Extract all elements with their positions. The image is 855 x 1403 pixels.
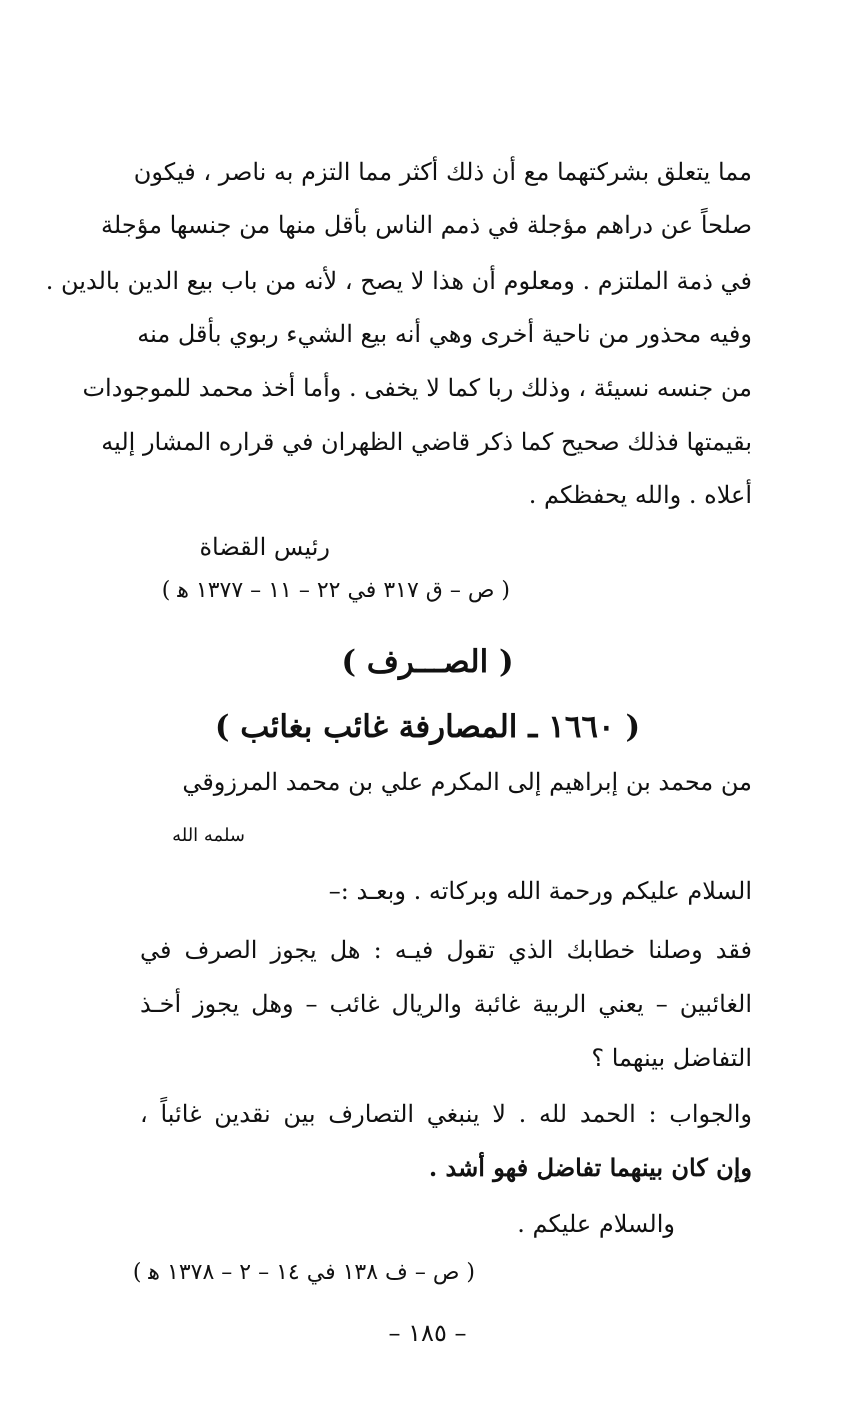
page-number: – ١٨٥ – [388,1319,467,1347]
body-closing-line: أعلاه . والله يحفظكم . [528,481,752,509]
body-line-3: في ذمة الملتزم . ومعلوم أن هذا لا يصح ، لأنه من باب بيع الدين بالدين . [45,267,752,295]
greeting-line: السلام عليكم ورحمة الله وبركاته . وبعـد :– [328,877,752,905]
signature-title: رئيس القضاة [199,533,330,561]
body-line-5: من جنسه نسيئة ، وذلك ربا كما لا يخفى . وأما أخذ محمد للموجودات [82,374,752,402]
question-end-line: التفاضل بينهما ؟ [591,1044,752,1072]
question-line-2: الغائبين – يعني الربية غائبة والريال غائب – وهل يجوز أخـذ [140,990,753,1018]
salutation-note: سلمه الله [172,825,245,846]
answer-line: والجواب : الحمد لله . لا ينبغي التصارف بين نقدين غائباً ، [140,1100,752,1128]
body-line-2: صلحاً عن دراهم مؤجلة في ذمم الناس بأقل منها من جنسها مؤجلة [101,211,752,239]
body-line-1: مما يتعلق بشركتهما مع أن ذلك أكثر مما التزم به ناصر ، فيكون [133,158,752,186]
body-line-4: وفيه محذور من ناحية أخرى وهي أنه بيع الشيء ربوي بأقل منه [137,320,752,348]
fatwa-title: ( ١٦٦٠ ـ المصارفة غائب بغائب ) [214,709,641,745]
question-line-1: فقد وصلنا خطابك الذي تقول فيـه : هل يجوز الصرف في [140,936,753,964]
body-line-6: بقيمتها فذلك صحيح كما ذكر قاضي الظهران في قراره المشار إليه [101,428,752,456]
answer-end-line: وإن كان بينهما تفاضل فهو أشد . [428,1153,752,1182]
farewell-line: والسلام عليكم . [517,1210,675,1238]
fatwa-from-line: من محمد بن إبراهيم إلى المكرم علي بن محمد المرزوقي [182,768,752,796]
fatwa-reference: ( ص – ف ١٣٨ في ١٤ – ٢ – ١٣٧٨ ﻫ ) [132,1260,475,1285]
letter-reference: ( ص – ق ٣١٧ في ٢٢ – ١١ – ١٣٧٧ ﻫ ) [161,578,510,603]
section-title: ( الصـــرف ) [341,644,514,680]
